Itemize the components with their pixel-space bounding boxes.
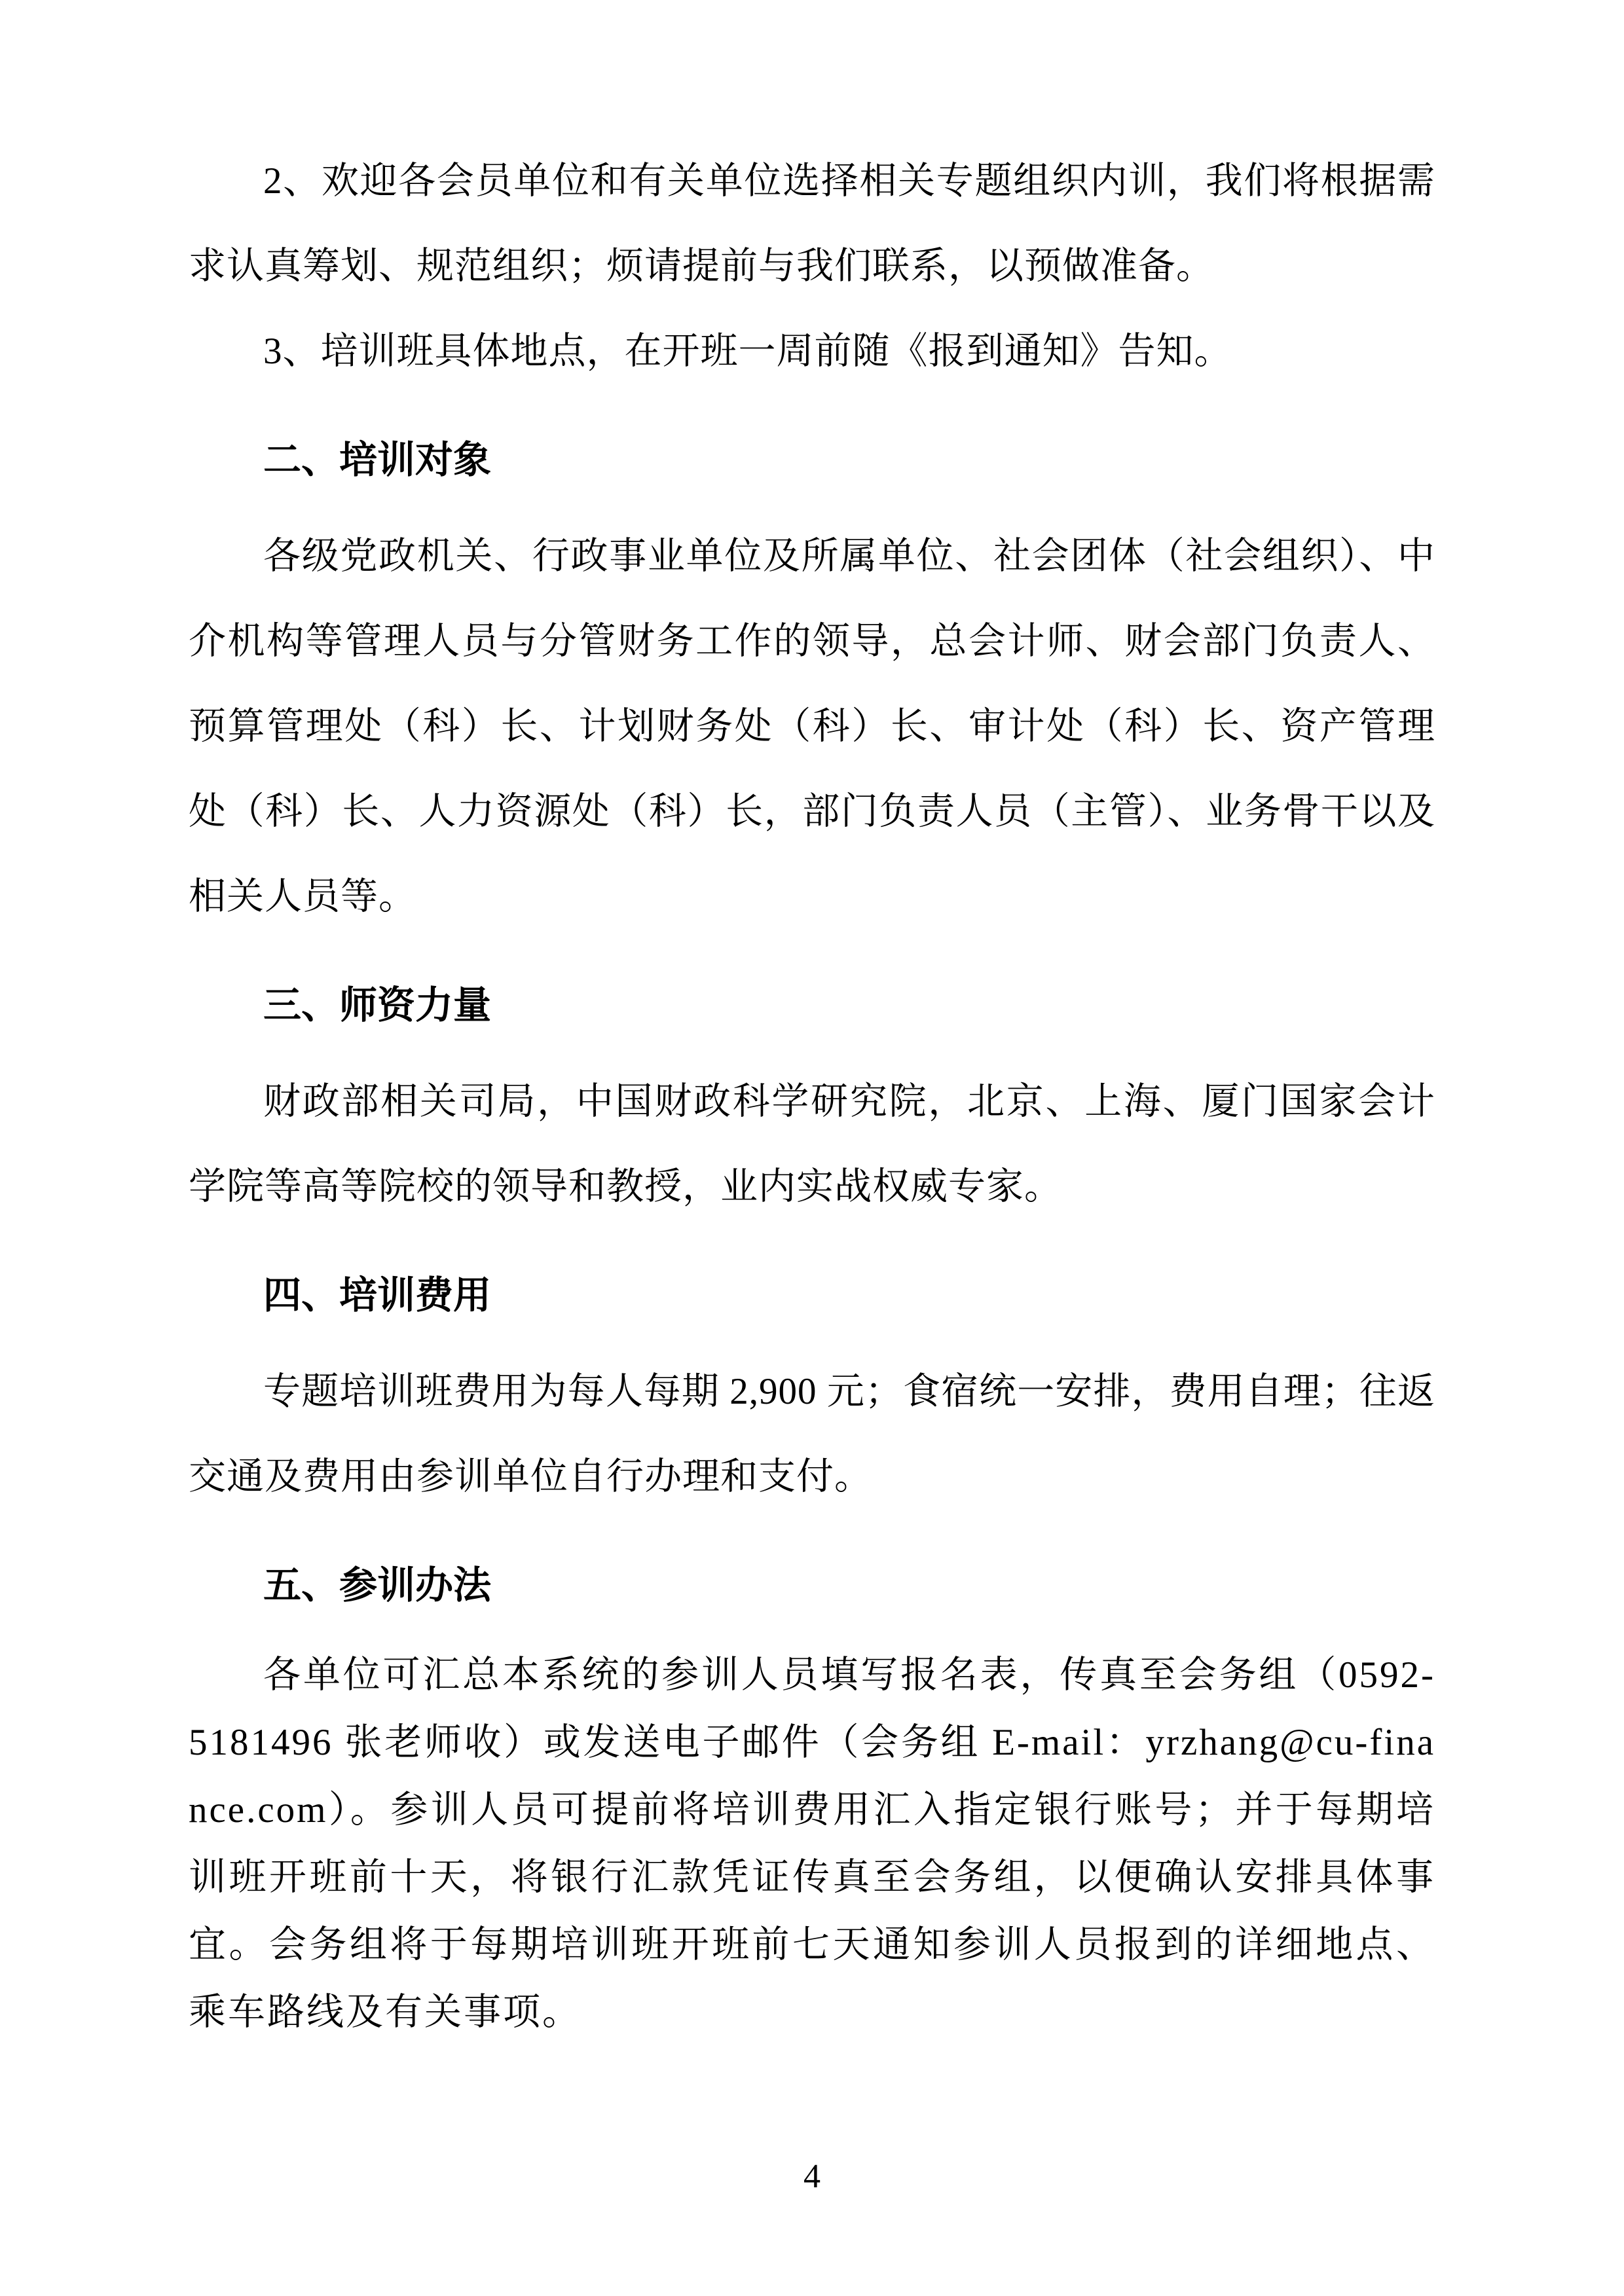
- section-body-faculty: 财政部相关司局，中国财政科学研究院，北京、上海、厦门国家会计学院等高等院校的领导和教授，业内实战权威专家。: [189, 1081, 1435, 1207]
- section-body-training-audience: 各级党政机关、行政事业单位及所属单位、社会团体（社会组织）、中介机构等管理人员与分管财务工作的领导，总会计师、财会部门负责人、预算管理处（科）长、计划财务处（科）长、审计处（科）长、资产管理处（科）长、人力资源处（科）长，部门负责人员（主管）、业务骨干以及相关人员等。: [189, 536, 1435, 917]
- section-heading-training-fee: 四、培训费用: [263, 1274, 492, 1317]
- section-heading-training-audience: 二、培训对象: [263, 439, 492, 481]
- intro-paragraph-item-2: 2、欢迎各会员单位和有关单位选择相关专题组织内训，我们将根据需求认真筹划、规范组织；烦请提前与我们联系，以预做准备。: [189, 160, 1435, 287]
- section-heading-faculty: 三、师资力量: [263, 984, 492, 1027]
- section-body-training-fee: 专题培训班费用为每人每期 2,900 元；食宿统一安排，费用自理；往返交通及费用由参训单位自行办理和支付。: [189, 1371, 1435, 1497]
- page-number: 4: [803, 2158, 821, 2195]
- intro-paragraph-item-3: 3、培训班具体地点，在开班一周前随《报到通知》告知。: [263, 331, 1232, 372]
- section-heading-enrollment-method: 五、参训办法: [263, 1564, 492, 1607]
- section-body-enrollment-method: 各单位可汇总本系统的参训人员填写报名表，传真至会务组（0592-5181496 张老师收）或发送电子邮件（会务组 E-mail：yrzhang@cu-finance.com）。参训人员可提前将培训费用汇入指定银行账号；并于每期培训班开班前十天，将银行汇款凭证传真至会务组，以便确认安排具体事宜。会务组将于每期培训班开班前七天通知参训人员报到的详细地点、乘车路线及有关事项。: [189, 1654, 1435, 2033]
- document-content: [189, 139, 1435, 2046]
